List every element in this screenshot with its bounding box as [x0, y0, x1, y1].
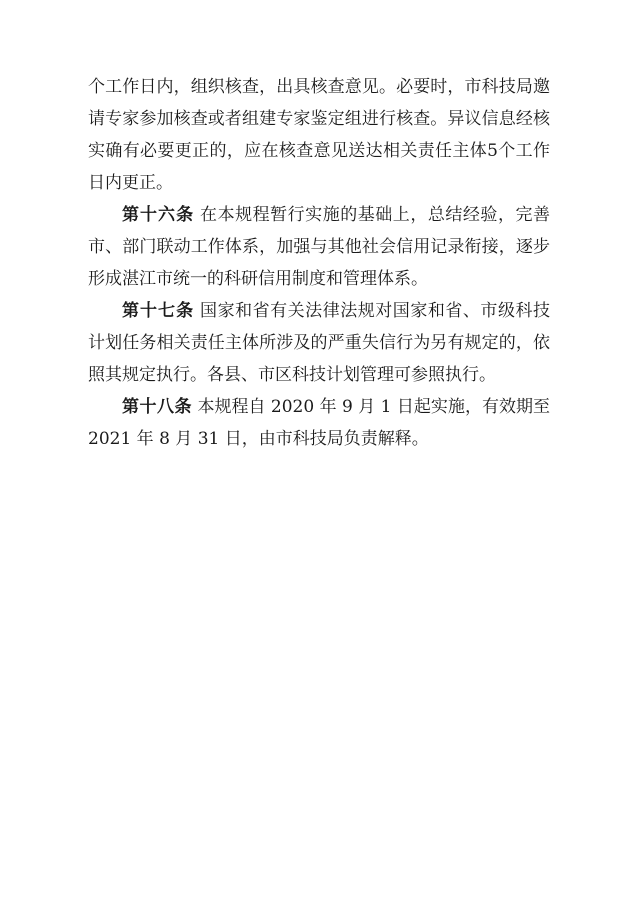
paragraph-continuation	[88, 71, 550, 199]
paragraph-text: 本规程自 2020 年 9 月 1 日起实施，有效期至 2021 年 8 月 31 日，由市科技局负责解释。	[88, 397, 550, 449]
article-number: 第十八条	[122, 397, 193, 417]
article-number: 第十六条	[122, 205, 195, 225]
paragraph-text: 在本规程暂行实施的基础上，总结经验，完善市、部门联动工作体系，加强与其他社会信用记录衔接，逐步形成湛江市统一的科研信用制度和管理体系。	[88, 205, 551, 289]
paragraph-article-17	[88, 295, 550, 391]
paragraph-text: 个工作日内，组织核查，出具核查意见。必要时，市科技局邀请专家参加核查或者组建专家鉴定组进行核查。异议信息经核实确有必要更正的，应在核查意见送达相关责任主体5个工作日内更正。	[88, 77, 550, 193]
document-body	[88, 71, 550, 455]
paragraph-article-16	[88, 199, 550, 295]
paragraph-text: 国家和省有关法律法规对国家和省、市级科技计划任务相关责任主体所涉及的严重失信行为另有规定的，依照其规定执行。各县、市区科技计划管理可参照执行。	[88, 301, 551, 385]
article-number: 第十七条	[122, 301, 195, 321]
paragraph-article-18	[88, 391, 550, 455]
